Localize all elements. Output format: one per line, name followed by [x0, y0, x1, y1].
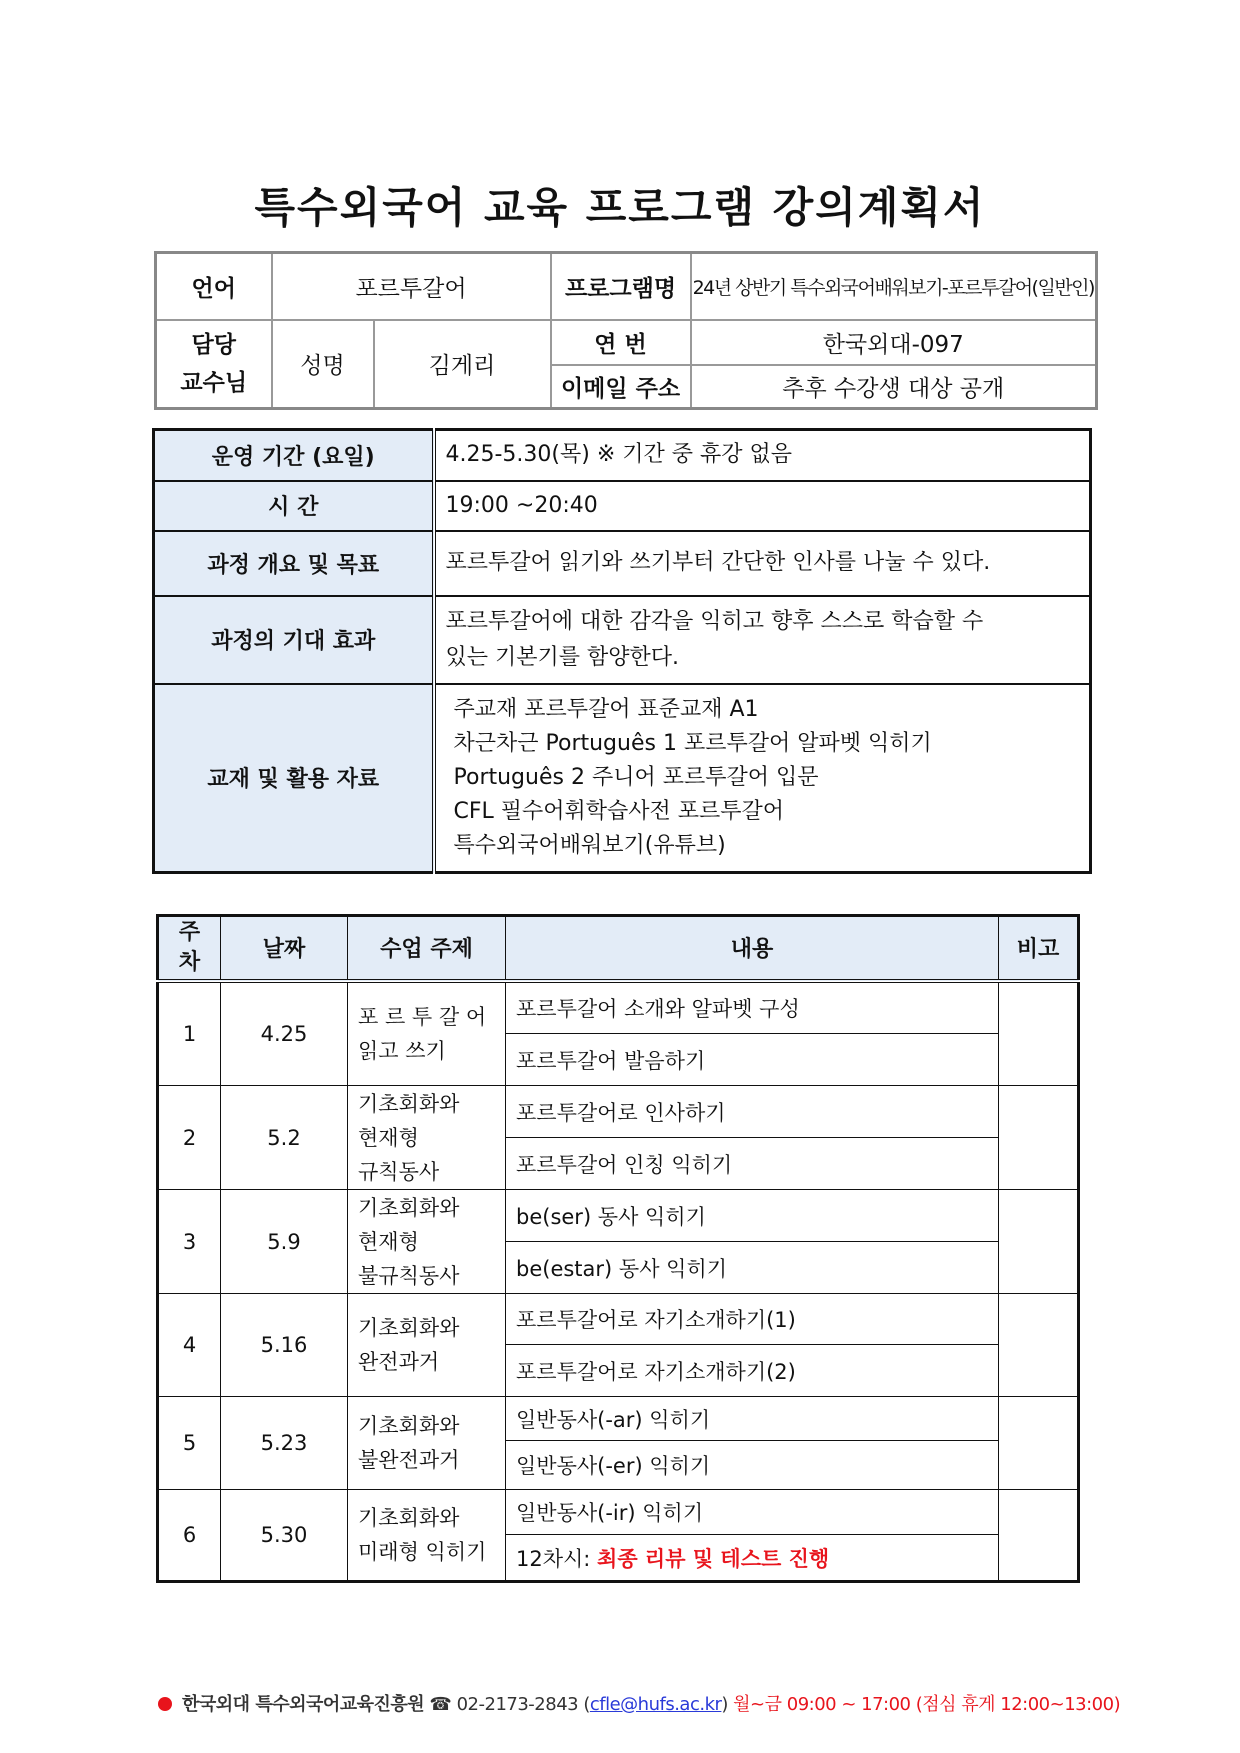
header-week-line: 주 — [178, 919, 201, 945]
topic-line: 읽고 쓰기 — [358, 1038, 446, 1063]
date-cell: 5.30 — [221, 1490, 348, 1582]
goal-value: 포르투갈어 읽기와 쓰기부터 간단한 인사를 나눌 수 있다. — [434, 531, 1091, 596]
content-cell — [506, 1535, 999, 1582]
material-item: 주교재 포르투갈어 표준교재 A1 — [453, 696, 759, 722]
language-label: 언어 — [156, 253, 272, 320]
topic-cell — [348, 1294, 506, 1397]
content-cell: be(ser) 동사 익히기 — [506, 1190, 999, 1242]
header-topic: 수업 주제 — [348, 916, 506, 981]
topic-line: 불완전과거 — [358, 1448, 460, 1472]
content-text: 포르투갈어 발음하기 — [516, 1048, 706, 1073]
content-cell: 포르투갈어 소개와 알파벳 구성 — [506, 981, 999, 1034]
time-value: 19:00 ~20:40 — [434, 481, 1091, 531]
week-cell: 3 — [158, 1190, 221, 1294]
content-text: be(estar) 동사 익히기 — [516, 1256, 728, 1281]
materials-list — [434, 684, 1091, 873]
topic-line: 불규칙동사 — [358, 1263, 460, 1288]
header-week-line: 차 — [178, 949, 201, 975]
email-value: 추후 수강생 대상 공개 — [691, 365, 1097, 409]
footer-org: 한국외대 특수외국어교육진흥원 — [182, 1694, 425, 1715]
topic-line: 포 르 투 갈 어 — [358, 1004, 487, 1029]
content-cell: 일반동사(-ar) 익히기 — [506, 1397, 999, 1441]
content-cell — [506, 1242, 999, 1294]
name-label: 성명 — [272, 320, 374, 409]
week-cell: 1 — [158, 981, 221, 1086]
header-week — [158, 916, 221, 981]
date-cell: 5.2 — [221, 1086, 348, 1190]
materials-label: 교재 및 활용 자료 — [154, 684, 434, 873]
content-text: 일반동사(-er) 익히기 — [516, 1454, 711, 1478]
goal-label: 과정 개요 및 목표 — [154, 531, 434, 596]
name-value: 김게리 — [374, 320, 551, 409]
footer-phone: 02-2173-2843 — [456, 1694, 579, 1715]
content-cell — [506, 1034, 999, 1086]
header-note: 비고 — [999, 916, 1079, 981]
material-item: 특수외국어배워보기(유튜브) — [453, 832, 726, 858]
content-cell — [506, 1441, 999, 1490]
schedule-table — [156, 914, 1080, 1583]
page-title: 특수외국어 교육 프로그램 강의계획서 — [254, 183, 986, 232]
time-label: 시 간 — [154, 481, 434, 531]
period-label: 운영 기간 (요일) — [154, 430, 434, 481]
email-label: 이메일 주소 — [551, 365, 691, 409]
topic-line: 기초회화와 — [358, 1506, 460, 1530]
note-cell — [999, 1190, 1079, 1294]
topic-line: 현재형 — [358, 1229, 419, 1254]
week-cell: 5 — [158, 1397, 221, 1490]
contact-value: 한국외대-097 — [691, 320, 1097, 365]
topic-line: 기초회화와 — [358, 1414, 460, 1438]
material-item: Português 2 주니어 포르투갈어 입문 — [453, 764, 819, 790]
date-cell: 4.25 — [221, 981, 348, 1086]
date-cell: 5.9 — [221, 1190, 348, 1294]
contact-label: 연 번 — [551, 320, 691, 365]
footer-hours: 월~금 09:00 ~ 17:00 (점심 휴게 12:00~13:00) — [733, 1694, 1121, 1715]
content-cell: 포르투갈어로 인사하기 — [506, 1086, 999, 1138]
period-value: 4.25-5.30(목) ※ 기간 중 휴강 없음 — [434, 430, 1091, 481]
topic-line: 기초회화와 — [358, 1091, 460, 1116]
content-cell — [506, 1138, 999, 1190]
material-item: CFL 필수어휘학습사전 포르투갈어 — [453, 798, 785, 824]
content-cell — [506, 1345, 999, 1397]
program-label: 프로그램명 — [551, 253, 691, 320]
topic-cell — [348, 981, 506, 1086]
language-value: 포르투갈어 — [272, 253, 551, 320]
final-test-highlight: 최종 리뷰 및 테스트 진행 — [597, 1546, 830, 1571]
topic-line: 완전과거 — [358, 1350, 440, 1374]
content-cell: 포르투갈어로 자기소개하기(1) — [506, 1294, 999, 1345]
date-cell: 5.16 — [221, 1294, 348, 1397]
effect-line: 포르투갈어에 대한 감각을 익히고 향후 스스로 학습할 수 — [445, 608, 984, 634]
program-value: 24년 상반기 특수외국어배워보기-포르투갈어(일반인) — [691, 253, 1097, 320]
course-info-table — [152, 428, 1092, 874]
content-text: 12차시: — [516, 1546, 598, 1571]
header-content: 내용 — [506, 916, 999, 981]
note-cell — [999, 1490, 1079, 1582]
topic-line: 기초회화와 — [358, 1195, 460, 1220]
topic-cell — [348, 1086, 506, 1190]
content-cell: 일반동사(-ir) 익히기 — [506, 1490, 999, 1535]
note-cell — [999, 1294, 1079, 1397]
effect-line: 있는 기본기를 함양한다. — [445, 644, 680, 670]
program-info-table — [154, 251, 1098, 410]
week-cell: 6 — [158, 1490, 221, 1582]
phone-icon: ☎ — [429, 1694, 452, 1715]
header-date: 날짜 — [221, 916, 348, 981]
week-cell: 2 — [158, 1086, 221, 1190]
note-cell — [999, 1086, 1079, 1190]
footer-email-link[interactable]: cfle@hufs.ac.kr — [589, 1694, 722, 1715]
effect-label: 과정의 기대 효과 — [154, 596, 434, 684]
topic-cell — [348, 1397, 506, 1490]
footer: 한국외대 특수외국어교육진흥원 ☎ 02-2173-2843 (cfle@hufs.ac.kr) 월~금 09:00 ~ 17:00 (점심 휴게 12:00~13:00) — [158, 1690, 1120, 1716]
effect-value — [434, 596, 1091, 684]
content-text: 포르투갈어 인칭 익히기 — [516, 1152, 733, 1177]
week-cell: 4 — [158, 1294, 221, 1397]
note-cell — [999, 1397, 1079, 1490]
topic-line: 규칙동사 — [358, 1159, 440, 1184]
material-item: 차근차근 Português 1 포르투갈어 알파벳 익히기 — [453, 730, 932, 756]
topic-line: 미래형 익히기 — [358, 1540, 487, 1564]
topic-line: 현재형 — [358, 1125, 419, 1150]
topic-cell — [348, 1190, 506, 1294]
topic-cell — [348, 1490, 506, 1582]
professor-label: 담당 교수님 — [156, 320, 272, 409]
note-cell — [999, 981, 1079, 1086]
topic-line: 기초회화와 — [358, 1316, 460, 1340]
bullet-icon — [158, 1697, 172, 1711]
date-cell: 5.23 — [221, 1397, 348, 1490]
content-text: 포르투갈어로 자기소개하기(2) — [516, 1359, 796, 1384]
